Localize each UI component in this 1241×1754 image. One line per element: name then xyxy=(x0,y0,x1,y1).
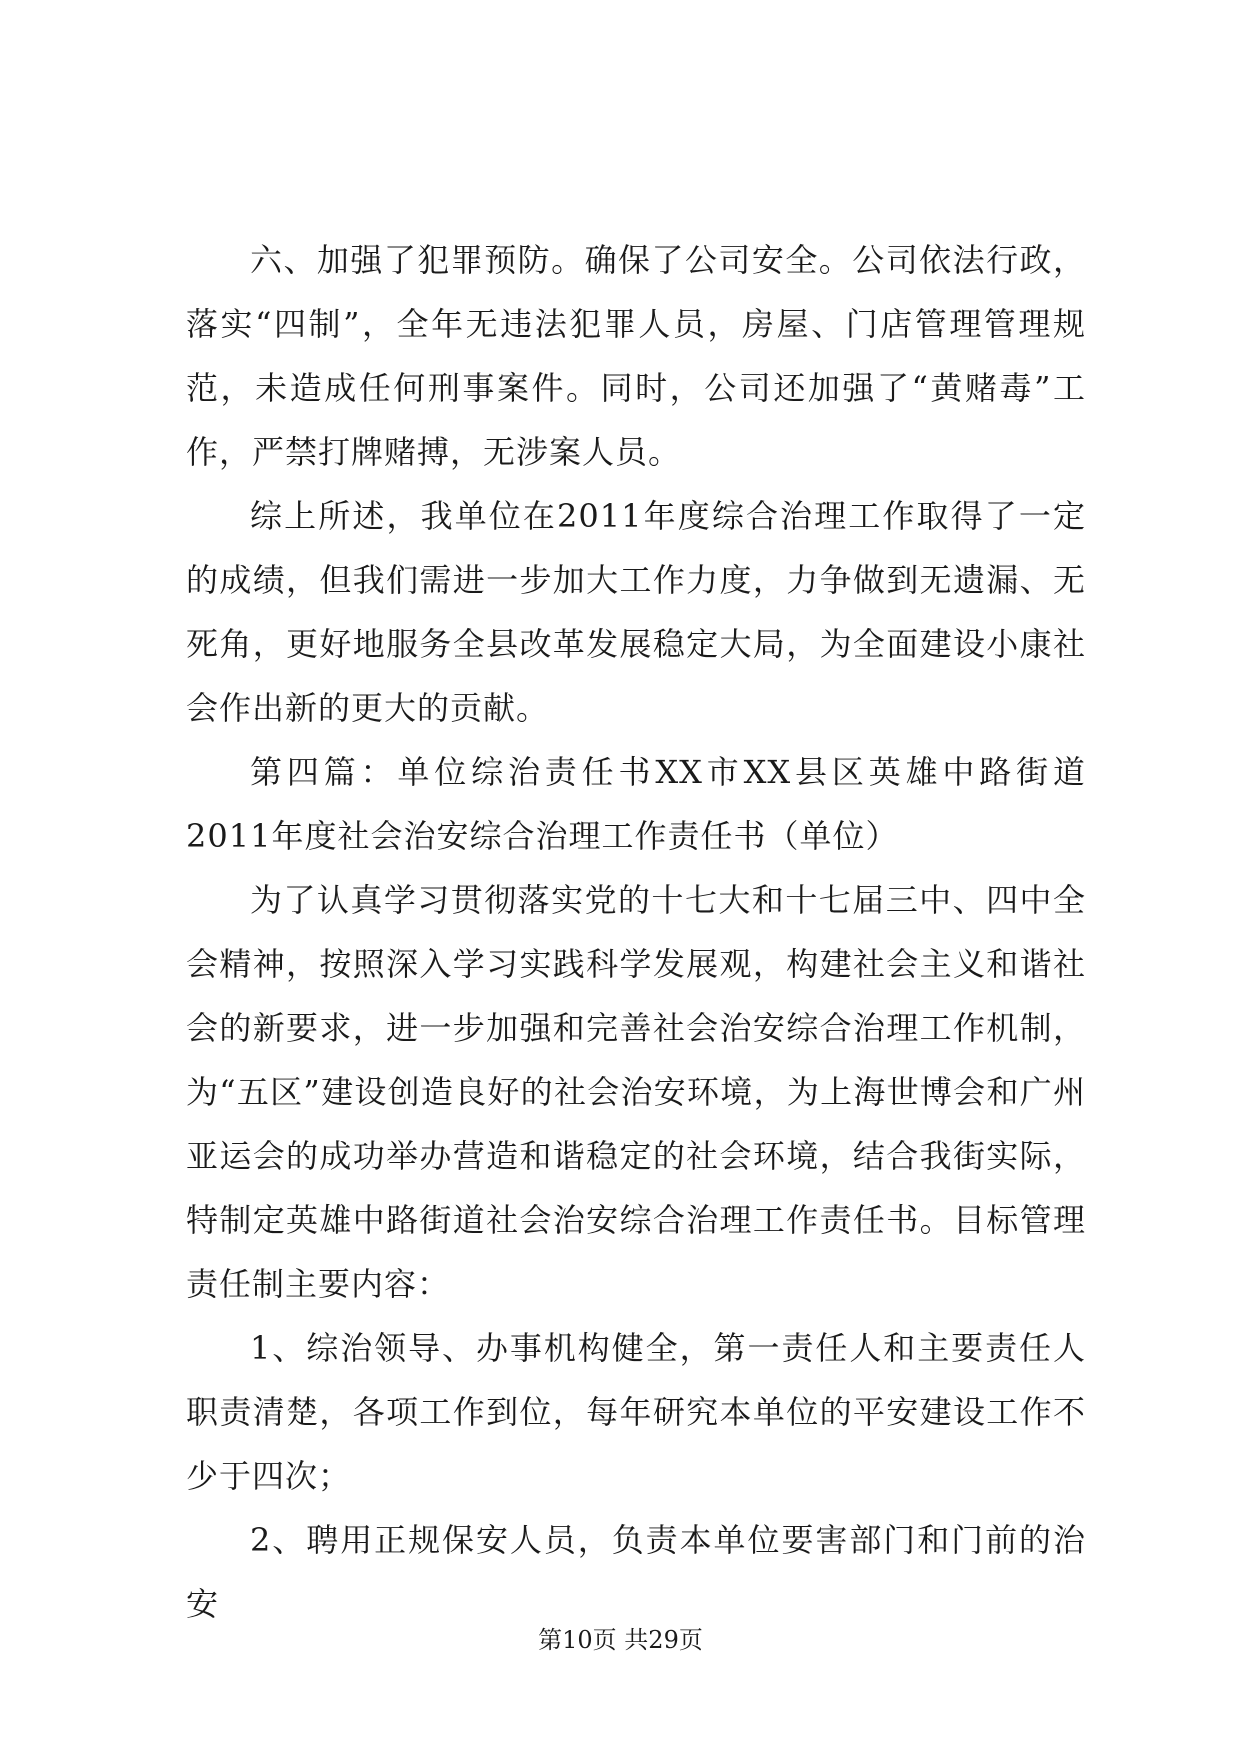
document-body xyxy=(186,228,1086,1636)
paragraph-crime-prevention: 六、加强了犯罪预防。确保了公司安全。公司依法行政，落实“四制”，全年无违法犯罪人员，房屋、门店管理管理规范，未造成任何刑事案件。同时，公司还加强了“黄赌毒”工作，严禁打牌赌搏，无涉案人员。 xyxy=(186,241,1086,471)
page-number-footer: 第10页 共29页 xyxy=(538,1626,703,1654)
paragraph-summary: 综上所述，我单位在2011年度综合治理工作取得了一定的成绩，但我们需进一步加大工作力度，力争做到无遗漏、无死角，更好地服务全县改革发展稳定大局，为全面建设小康社会作出新的更大的贡献。 xyxy=(186,497,1086,727)
paragraph-item-2: 2、聘用正规保安人员，负责本单位要害部门和门前的治安 xyxy=(186,1521,1086,1623)
paragraph-section-title: 第四篇：单位综治责任书XX市XX县区英雄中路街道2011年度社会治安综合治理工作责任书（单位） xyxy=(186,753,1086,855)
paragraph-purpose: 为了认真学习贯彻落实党的十七大和十七届三中、四中全会精神，按照深入学习实践科学发展观，构建社会主义和谐社会的新要求，进一步加强和完善社会治安综合治理工作机制，为“五区”建设创造良好的社会治安环境，为上海世博会和广州亚运会的成功举办营造和谐稳定的社会环境，结合我街实际，特制定英雄中路街道社会治安综合治理工作责任书。目标管理责任制主要内容： xyxy=(186,881,1086,1303)
paragraph-item-1: 1、综治领导、办事机构健全，第一责任人和主要责任人职责清楚，各项工作到位，每年研究本单位的平安建设工作不少于四次； xyxy=(186,1329,1086,1495)
